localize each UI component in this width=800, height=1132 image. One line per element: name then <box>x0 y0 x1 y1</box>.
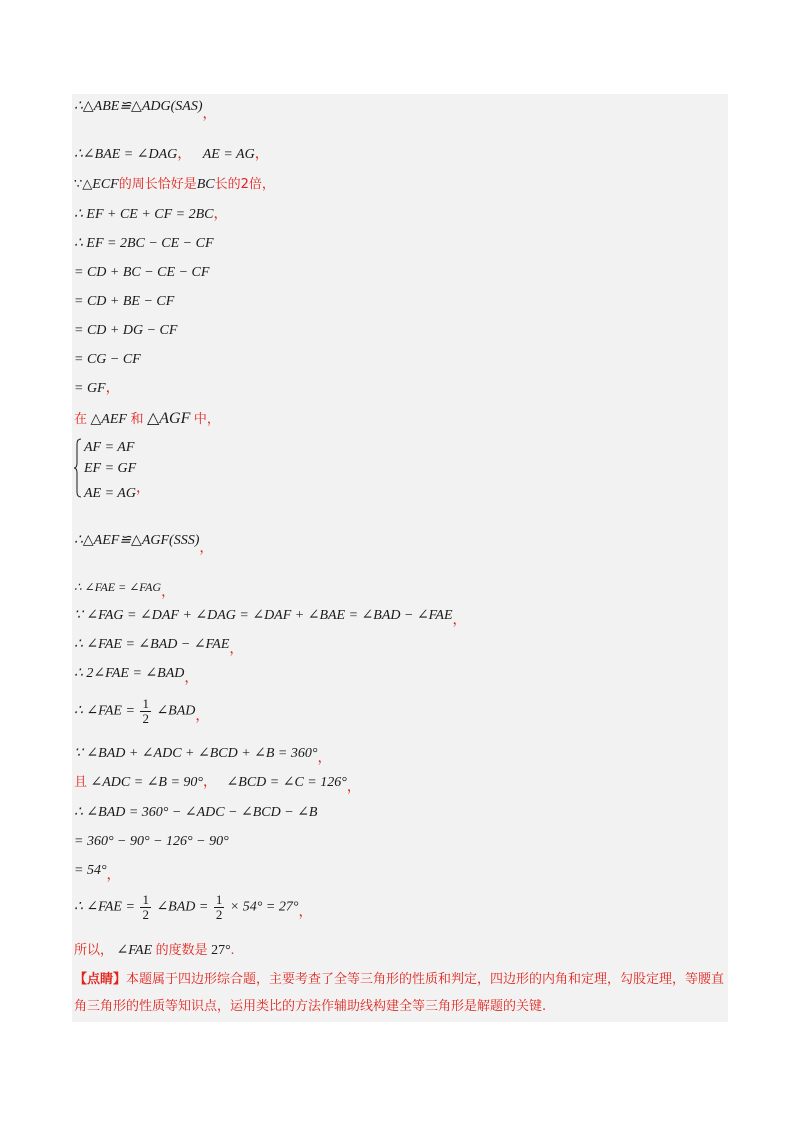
system-eq-3: AE = AG， <box>84 481 150 501</box>
system-eq-2: EF = GF <box>84 461 137 476</box>
system-brace <box>74 438 82 498</box>
step-bad-2: = 360° − 90° − 126° − 90° <box>74 834 229 849</box>
step-fae-value: ∴ ∠FAE = $\frac{1}{2}$ ∠BAD = $\frac{1}{2}$ × 54° = 27°， <box>74 892 313 922</box>
step-ef-2: = CD + BC − CE − CF <box>74 265 210 280</box>
step-congruent-sss: ∴△AEF≌△AGF(SSS)， <box>74 533 214 556</box>
step-congruent-sas: ∴△ABE≌△ADG(SAS)， <box>74 99 217 122</box>
step-perimeter-condition: ∵△ECF的周长恰好是BC长的2倍， <box>74 177 275 192</box>
content-panel <box>72 94 728 1022</box>
step-known-angles: 且 ∠ADC = ∠B = 90°， ∠BCD = ∠C = 126°， <box>74 775 361 795</box>
fraction-one-half: $\frac{1}{2}$ <box>142 892 149 922</box>
step-angle-equal: ∴∠BAE = ∠DAG， AE = AG， <box>74 147 269 162</box>
fraction-one-half: $\frac{1}{2}$ <box>142 696 149 726</box>
step-ef-4: = CD + DG − CF <box>74 323 178 338</box>
step-ef-6: = GF， <box>74 381 120 396</box>
step-ef-3: = CD + BE − CF <box>74 294 175 309</box>
fraction-one-half: $\frac{1}{2}$ <box>215 892 223 922</box>
step-2fae: ∴ 2∠FAE = ∠BAD， <box>74 666 199 686</box>
step-ef-5: = CG − CF <box>74 352 141 367</box>
step-fae-eq-fag: ∴ ∠FAE = ∠FAG， <box>74 580 176 600</box>
step-fae-relation: ∴ ∠FAE = ∠BAD − ∠FAE， <box>74 637 244 657</box>
step-bad-3: = 54°， <box>74 863 121 883</box>
step-fag-expansion: ∵ ∠FAG = ∠DAF + ∠DAG = ∠DAF + ∠BAE = ∠BAD − ∠FAE， <box>74 608 467 628</box>
step-fae-half: ∴ ∠FAE = $\frac{1}{2}$ ∠BAD， <box>74 696 210 726</box>
step-in-triangles: 在 △AEF 和 △AGF 中， <box>74 410 220 427</box>
step-perimeter-eq: ∴ EF + CE + CF = 2BC， <box>74 207 228 222</box>
key-point-note: 【点睛】本题属于四边形综合题，主要考查了全等三角形的性质和判定，四边形的内角和定理，勾股定理，等腰直角三角形的性质等知识点，运用类比的方法作辅助线构建全等三角形是解题的关键. <box>74 972 725 1014</box>
step-bad-1: ∴ ∠BAD = 360° − ∠ADC − ∠BCD − ∠B <box>74 805 318 820</box>
step-ef-1: ∴ EF = 2BC − CE − CF <box>74 236 214 251</box>
step-angle-sum: ∵ ∠BAD + ∠ADC + ∠BCD + ∠B = 360°， <box>74 746 332 766</box>
system-eq-1: AF = AF <box>84 440 135 455</box>
step-conclusion: 所以， ∠FAE 的度数是 27°. <box>74 943 235 958</box>
